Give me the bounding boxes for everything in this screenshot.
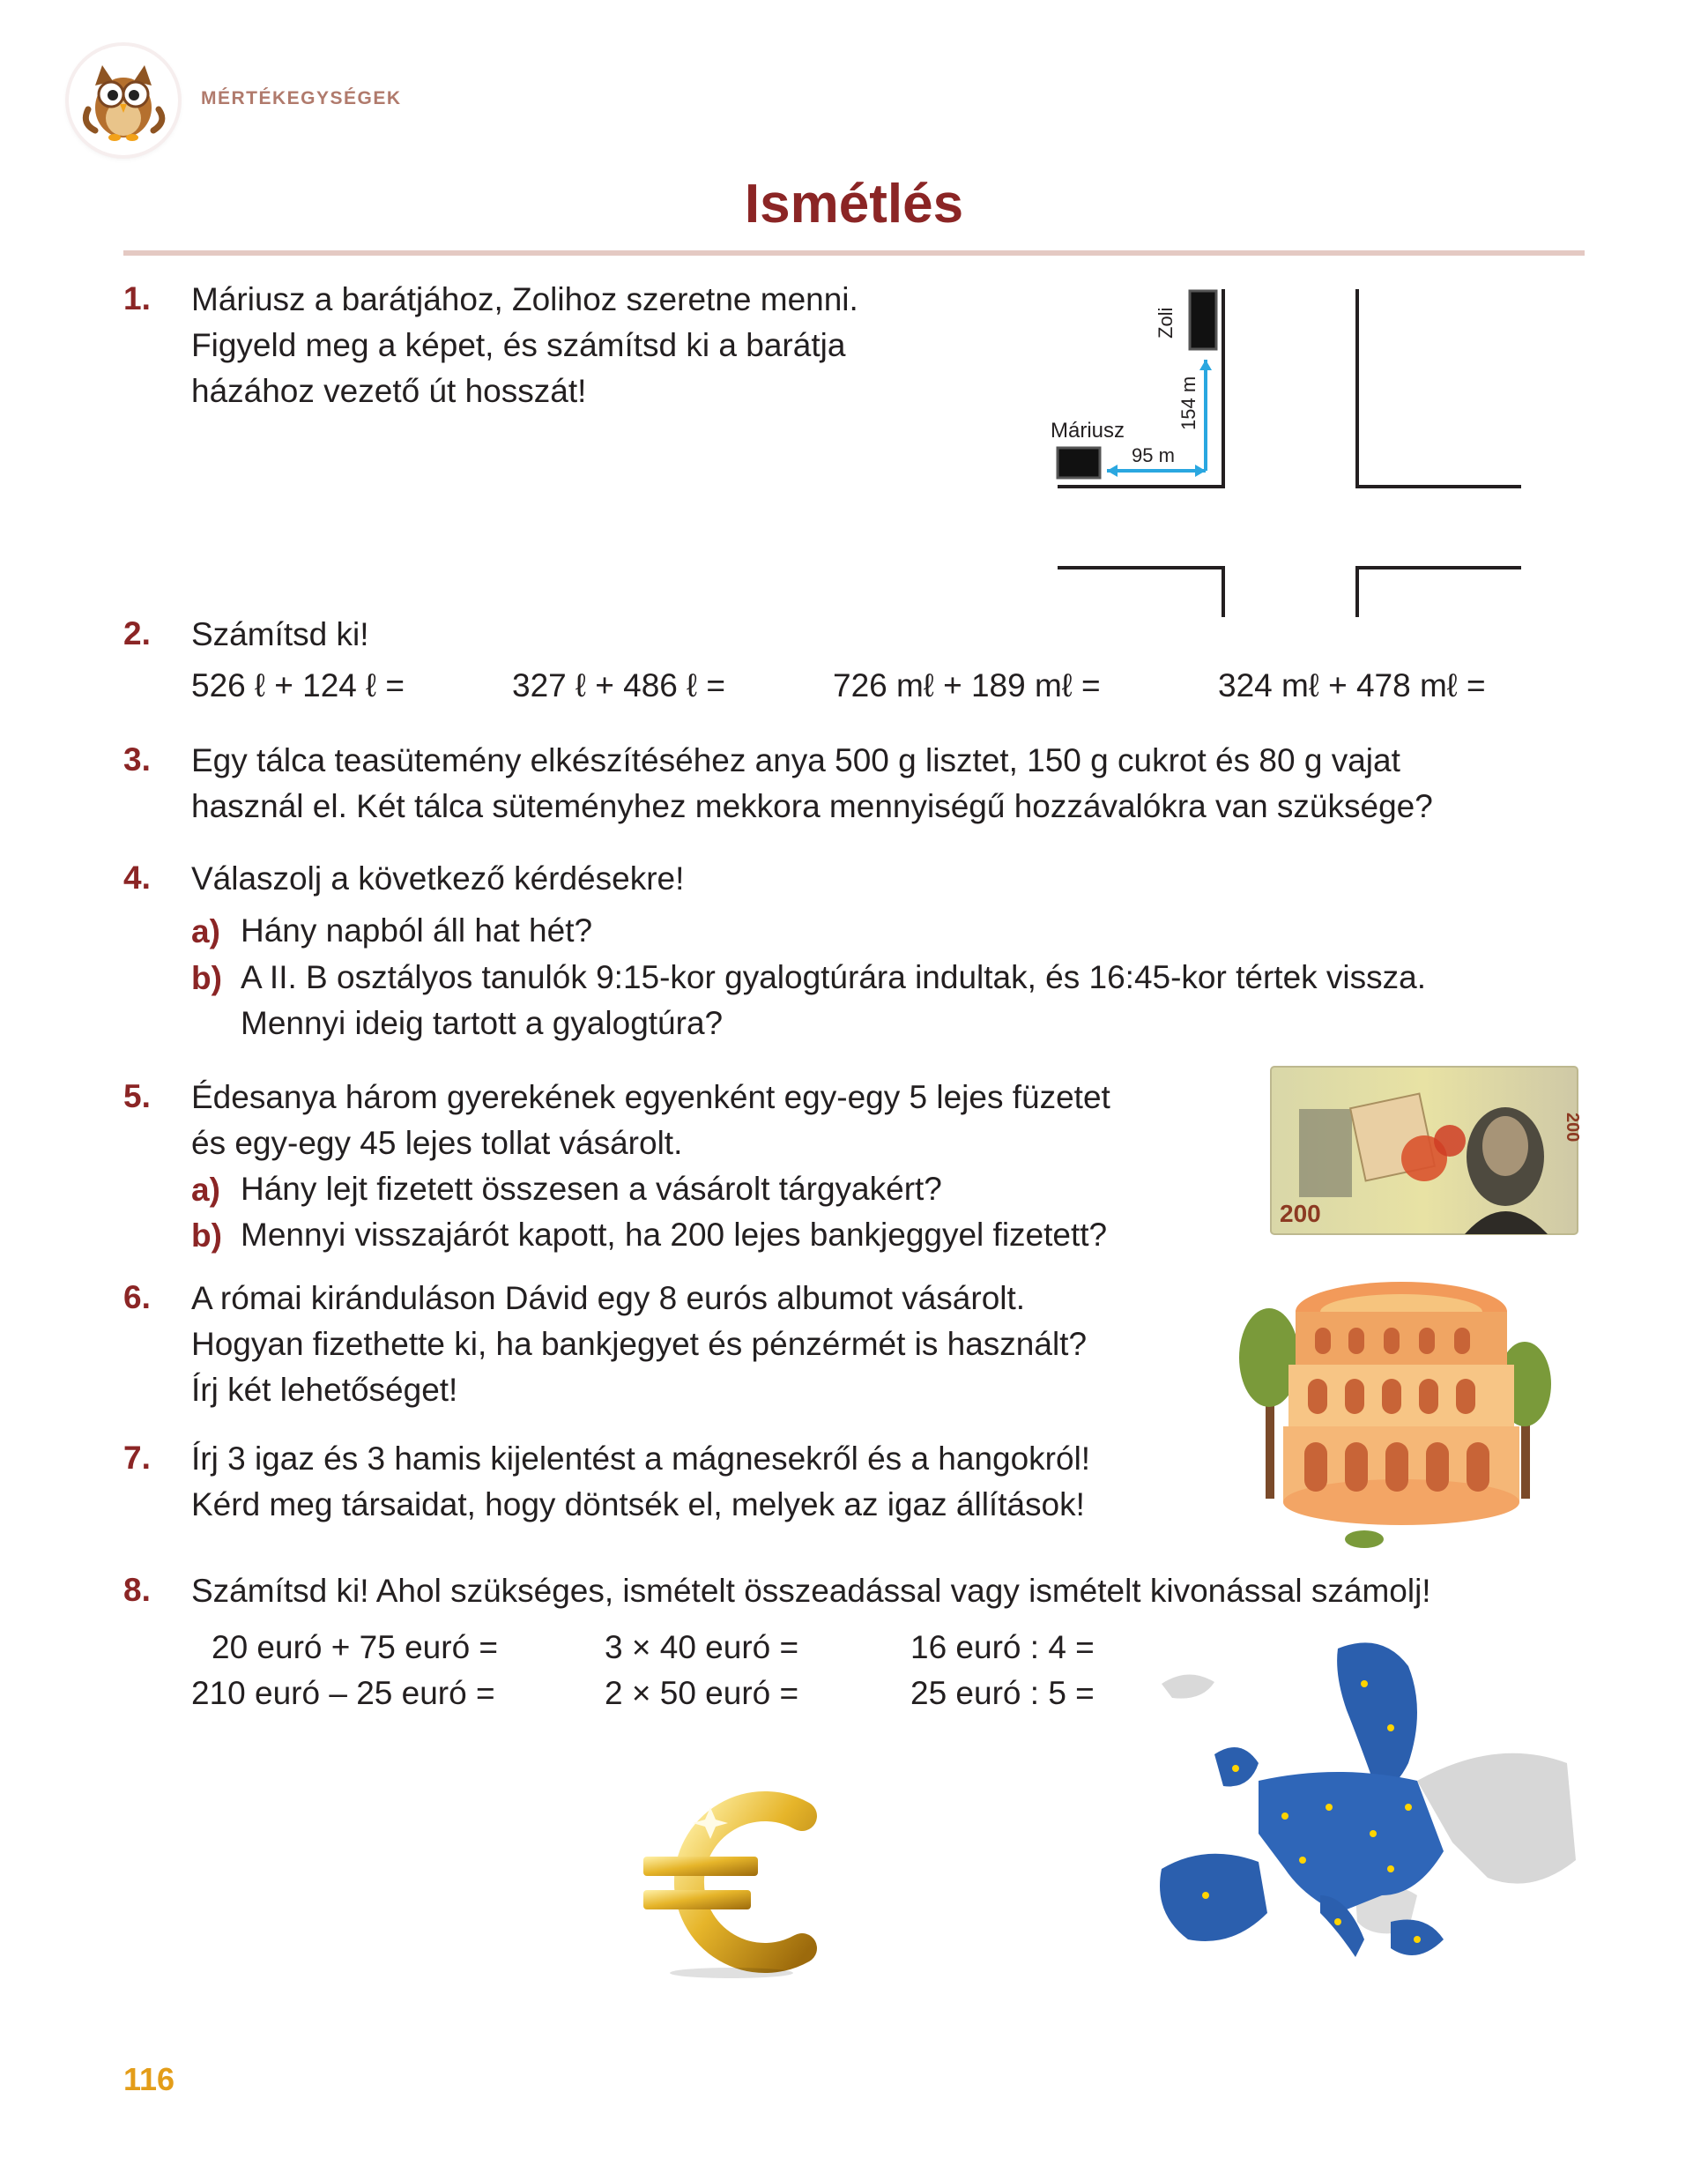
task-2-number: 2. [123,615,151,651]
horizontal-distance-label: 95 m [1132,444,1175,466]
task-1-number: 1. [123,280,151,316]
task-4-text: Válaszolj a következő kérdésekre! [191,860,685,897]
iberia-shape [1160,1854,1267,1941]
equation: 526 ℓ + 124 ℓ = [191,667,405,703]
scandinavia-shape [1337,1642,1417,1786]
street-corner-top-right [1357,289,1521,487]
task-3-line: Egy tálca teasütemény elkészítéséhez anya 500 g lisztet, 150 g cukrot és 80 g vajat [191,742,1400,778]
task-4b-text [241,955,1426,1046]
banknote-value-vertical: 200 [1563,1113,1582,1143]
task-4b-label: b) [191,960,222,996]
equation: 16 euró : 4 = [910,1629,1095,1665]
page-number: 116 [123,2061,175,2097]
task-6-line: Hogyan fizethette ki, ha bankjegyet és pénzérmét is használt? [191,1326,1088,1362]
central-europe-shape [1259,1772,1444,1913]
task-6-text [191,1276,1087,1413]
task-3-text [191,738,1433,830]
task-7-line: Írj 3 igaz és 3 hamis kijelentést a mágnesekről és a hangokról! [191,1440,1091,1477]
task-5-number: 5. [123,1078,151,1114]
euro-sign-icon [635,1781,828,1984]
task-4b-line: A II. B osztályos tanulók 9:15-kor gyalogtúrára indultak, és 16:45-kor tértek vissza. [241,959,1427,995]
task-7-line: Kérd meg társaidat, hogy döntsék el, melyek az igaz állítások! [191,1486,1085,1522]
task-6-line: A római kiránduláson Dávid egy 8 eurós albumot vásárolt. [191,1280,1026,1316]
vertical-distance-label: 154 m [1177,376,1199,430]
arrow-up-head [1199,360,1212,370]
task-5a-text: Hány lejt fizetett összesen a vásárolt tárgyakért? [241,1171,942,1207]
task-7-text [191,1436,1090,1528]
street-map-diagram [1040,279,1533,622]
task-4a-label: a) [191,913,220,949]
task-2-text: Számítsd ki! [191,616,369,652]
street-corner-bottom-left [1058,568,1223,617]
task-3-number: 3. [123,741,151,778]
zoli-label: Zoli [1155,307,1177,339]
task-5-line: Édesanya három gyerekének egyenként egy-egy 5 lejes füzetet [191,1079,1110,1115]
task-5a-label: a) [191,1172,220,1208]
task-1-line: Figyeld meg a képet, és számítsd ki a barátja [191,327,846,363]
task-4-number: 4. [123,860,151,896]
task-4b-line: Mennyi ideig tartott a gyalogtúra? [241,1005,724,1041]
task-5b-text: Mennyi visszajárót kapott, ha 200 lejes bankjeggyel fizetett? [241,1217,1108,1253]
task-8-text: Számítsd ki! Ahol szükséges, ismételt összeadással vagy ismételt kivonással számolj! [191,1573,1431,1609]
task-6-line: Írj két lehetőséget! [191,1372,458,1408]
task-7-number: 7. [123,1440,151,1476]
equation: 324 mℓ + 478 mℓ = [1218,667,1486,703]
task-3-line: használ el. Két tálca süteményhez mekkora mennyiségű hozzávalókra van szüksége? [191,788,1433,824]
page-title: Ismétlés [744,174,964,234]
owl-mascot-badge [69,46,178,155]
street-corner-bottom-right [1357,568,1521,617]
equation: 3 × 40 euró = [605,1629,799,1665]
equation: 20 euró + 75 euró = [212,1629,499,1665]
task-5-line: és egy-egy 45 lejes tollat vásárolt. [191,1125,683,1161]
equation: 210 euró – 25 euró = [191,1675,495,1711]
equation: 327 ℓ + 486 ℓ = [512,667,725,703]
title-divider [123,250,1585,256]
arrow-left-head [1107,465,1118,477]
non-eu-east [1417,1753,1576,1884]
owl-icon [69,46,178,155]
marius-house [1058,448,1100,478]
task-4a-text: Hány napból áll hat hét? [241,912,593,949]
zoli-house [1190,291,1216,349]
banknote-mill-drawing [1299,1109,1352,1197]
iceland-shape [1162,1674,1214,1698]
eu-map-image [1126,1631,1585,2001]
task-1-line: házához vezető út hosszát! [191,373,587,409]
task-1-line: Máriusz a barátjához, Zolihoz szeretne menni. [191,281,858,317]
task-5-text [191,1075,1110,1166]
equation: 25 euró : 5 = [910,1675,1095,1711]
chapter-label: MÉRTÉKEGYSÉGEK [201,88,402,108]
task-5b-label: b) [191,1217,222,1254]
marius-label: Máriusz [1051,419,1125,443]
banknote-value: 200 [1280,1200,1321,1227]
colosseum-illustration [1234,1261,1569,1560]
task-8-number: 8. [123,1572,151,1608]
banknote-200-lei-image [1269,1065,1582,1236]
equation: 726 mℓ + 189 mℓ = [833,667,1101,703]
equation: 2 × 50 euró = [605,1675,799,1711]
task-1-text [191,277,858,414]
task-6-number: 6. [123,1279,151,1315]
